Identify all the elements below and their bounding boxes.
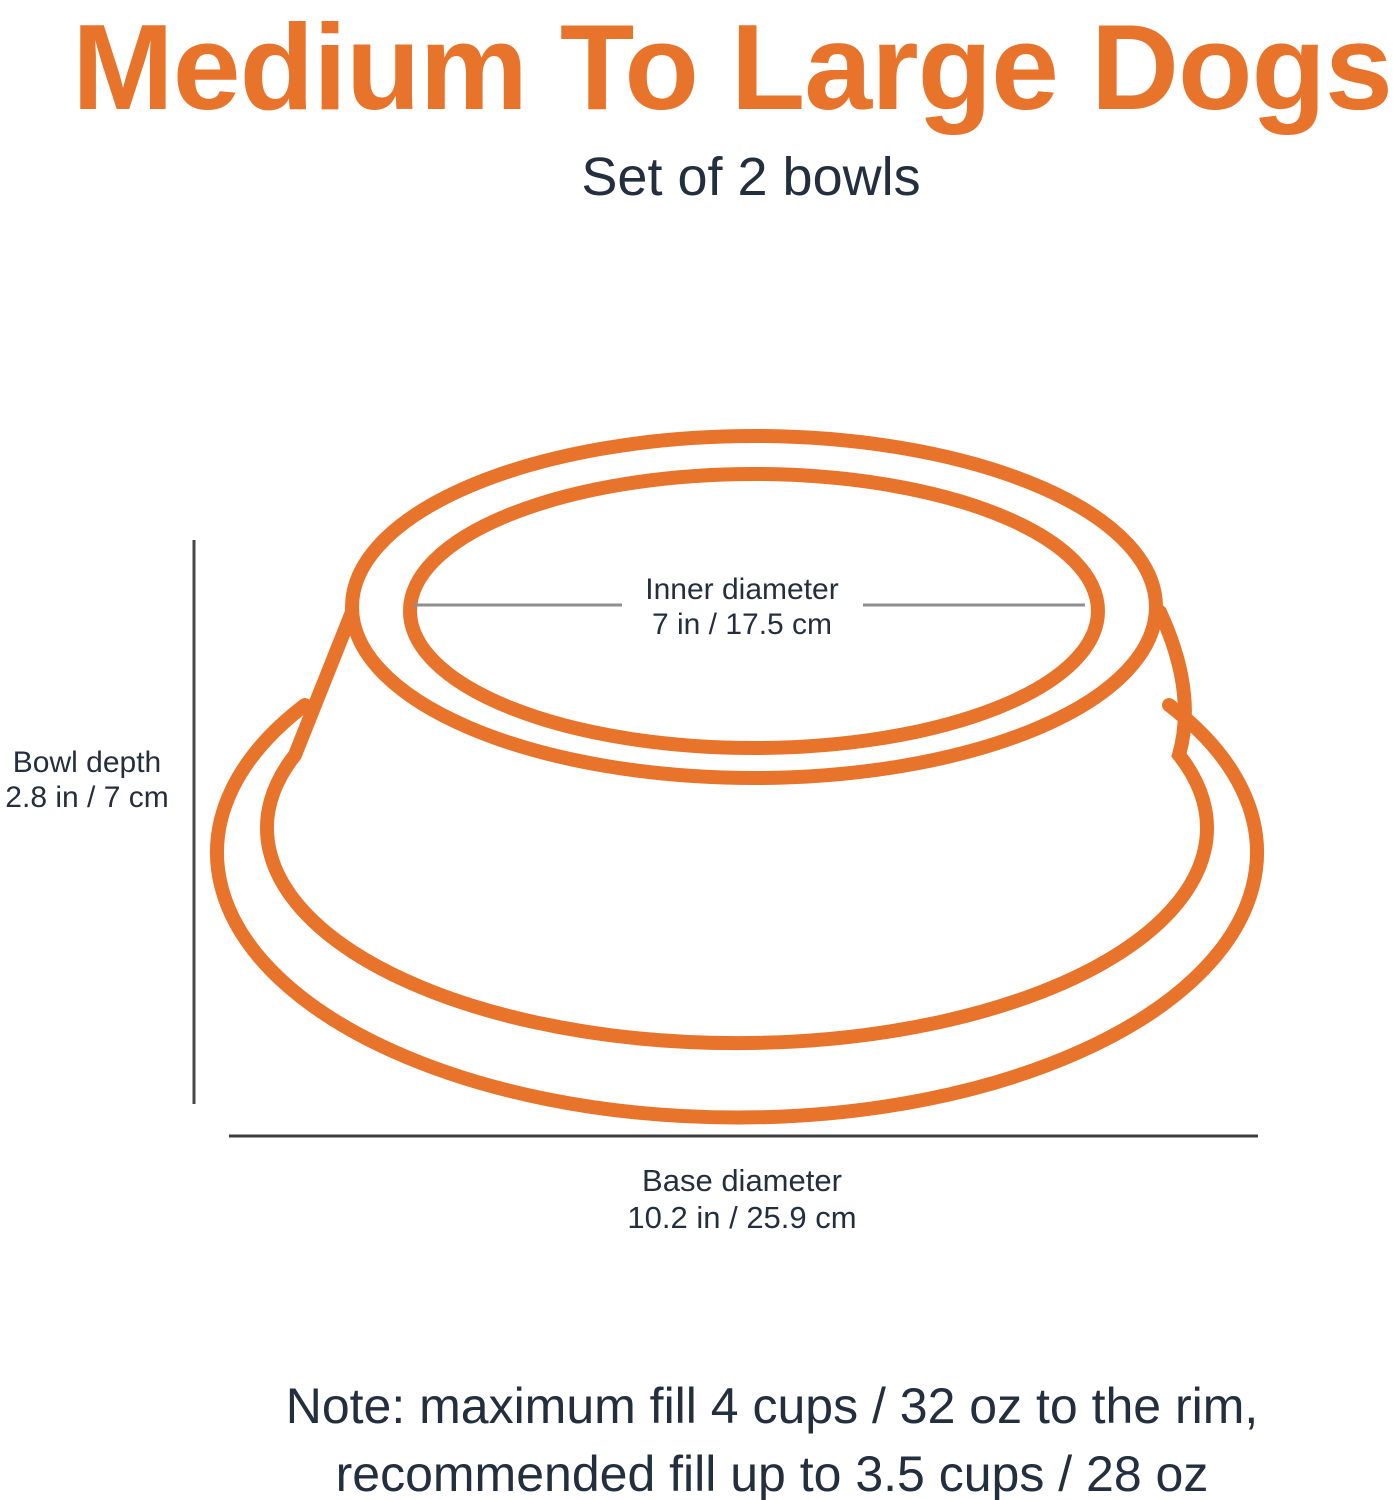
fill-note	[202, 1372, 1342, 1500]
note-line-2: recommended fill up to 3.5 cups / 28 oz	[335, 1446, 1209, 1500]
page-subtitle: Set of 2 bowls	[581, 147, 921, 207]
inner-diameter-label: Inner diameter	[645, 573, 839, 606]
note-line-1: Note: maximum fill 4 cups / 32 oz to the rim,	[285, 1378, 1259, 1434]
bowl-depth-annotation	[0, 745, 174, 815]
inner-diameter-annotation	[645, 572, 838, 642]
bowl-drawing	[217, 436, 1257, 1118]
page-title: Medium To Large Dogs	[72, 0, 1392, 135]
base-diameter-annotation	[627, 1162, 856, 1236]
bowl-depth-label: Bowl depth	[12, 746, 162, 779]
bowl-depth-value: 2.8 in / 7 cm	[5, 781, 169, 814]
base-diameter-value: 10.2 in / 25.9 cm	[627, 1200, 857, 1235]
inner-diameter-value: 7 in / 17.5 cm	[651, 608, 833, 641]
bowl-base-outline	[217, 705, 1257, 1118]
base-diameter-label: Base diameter	[642, 1163, 842, 1198]
